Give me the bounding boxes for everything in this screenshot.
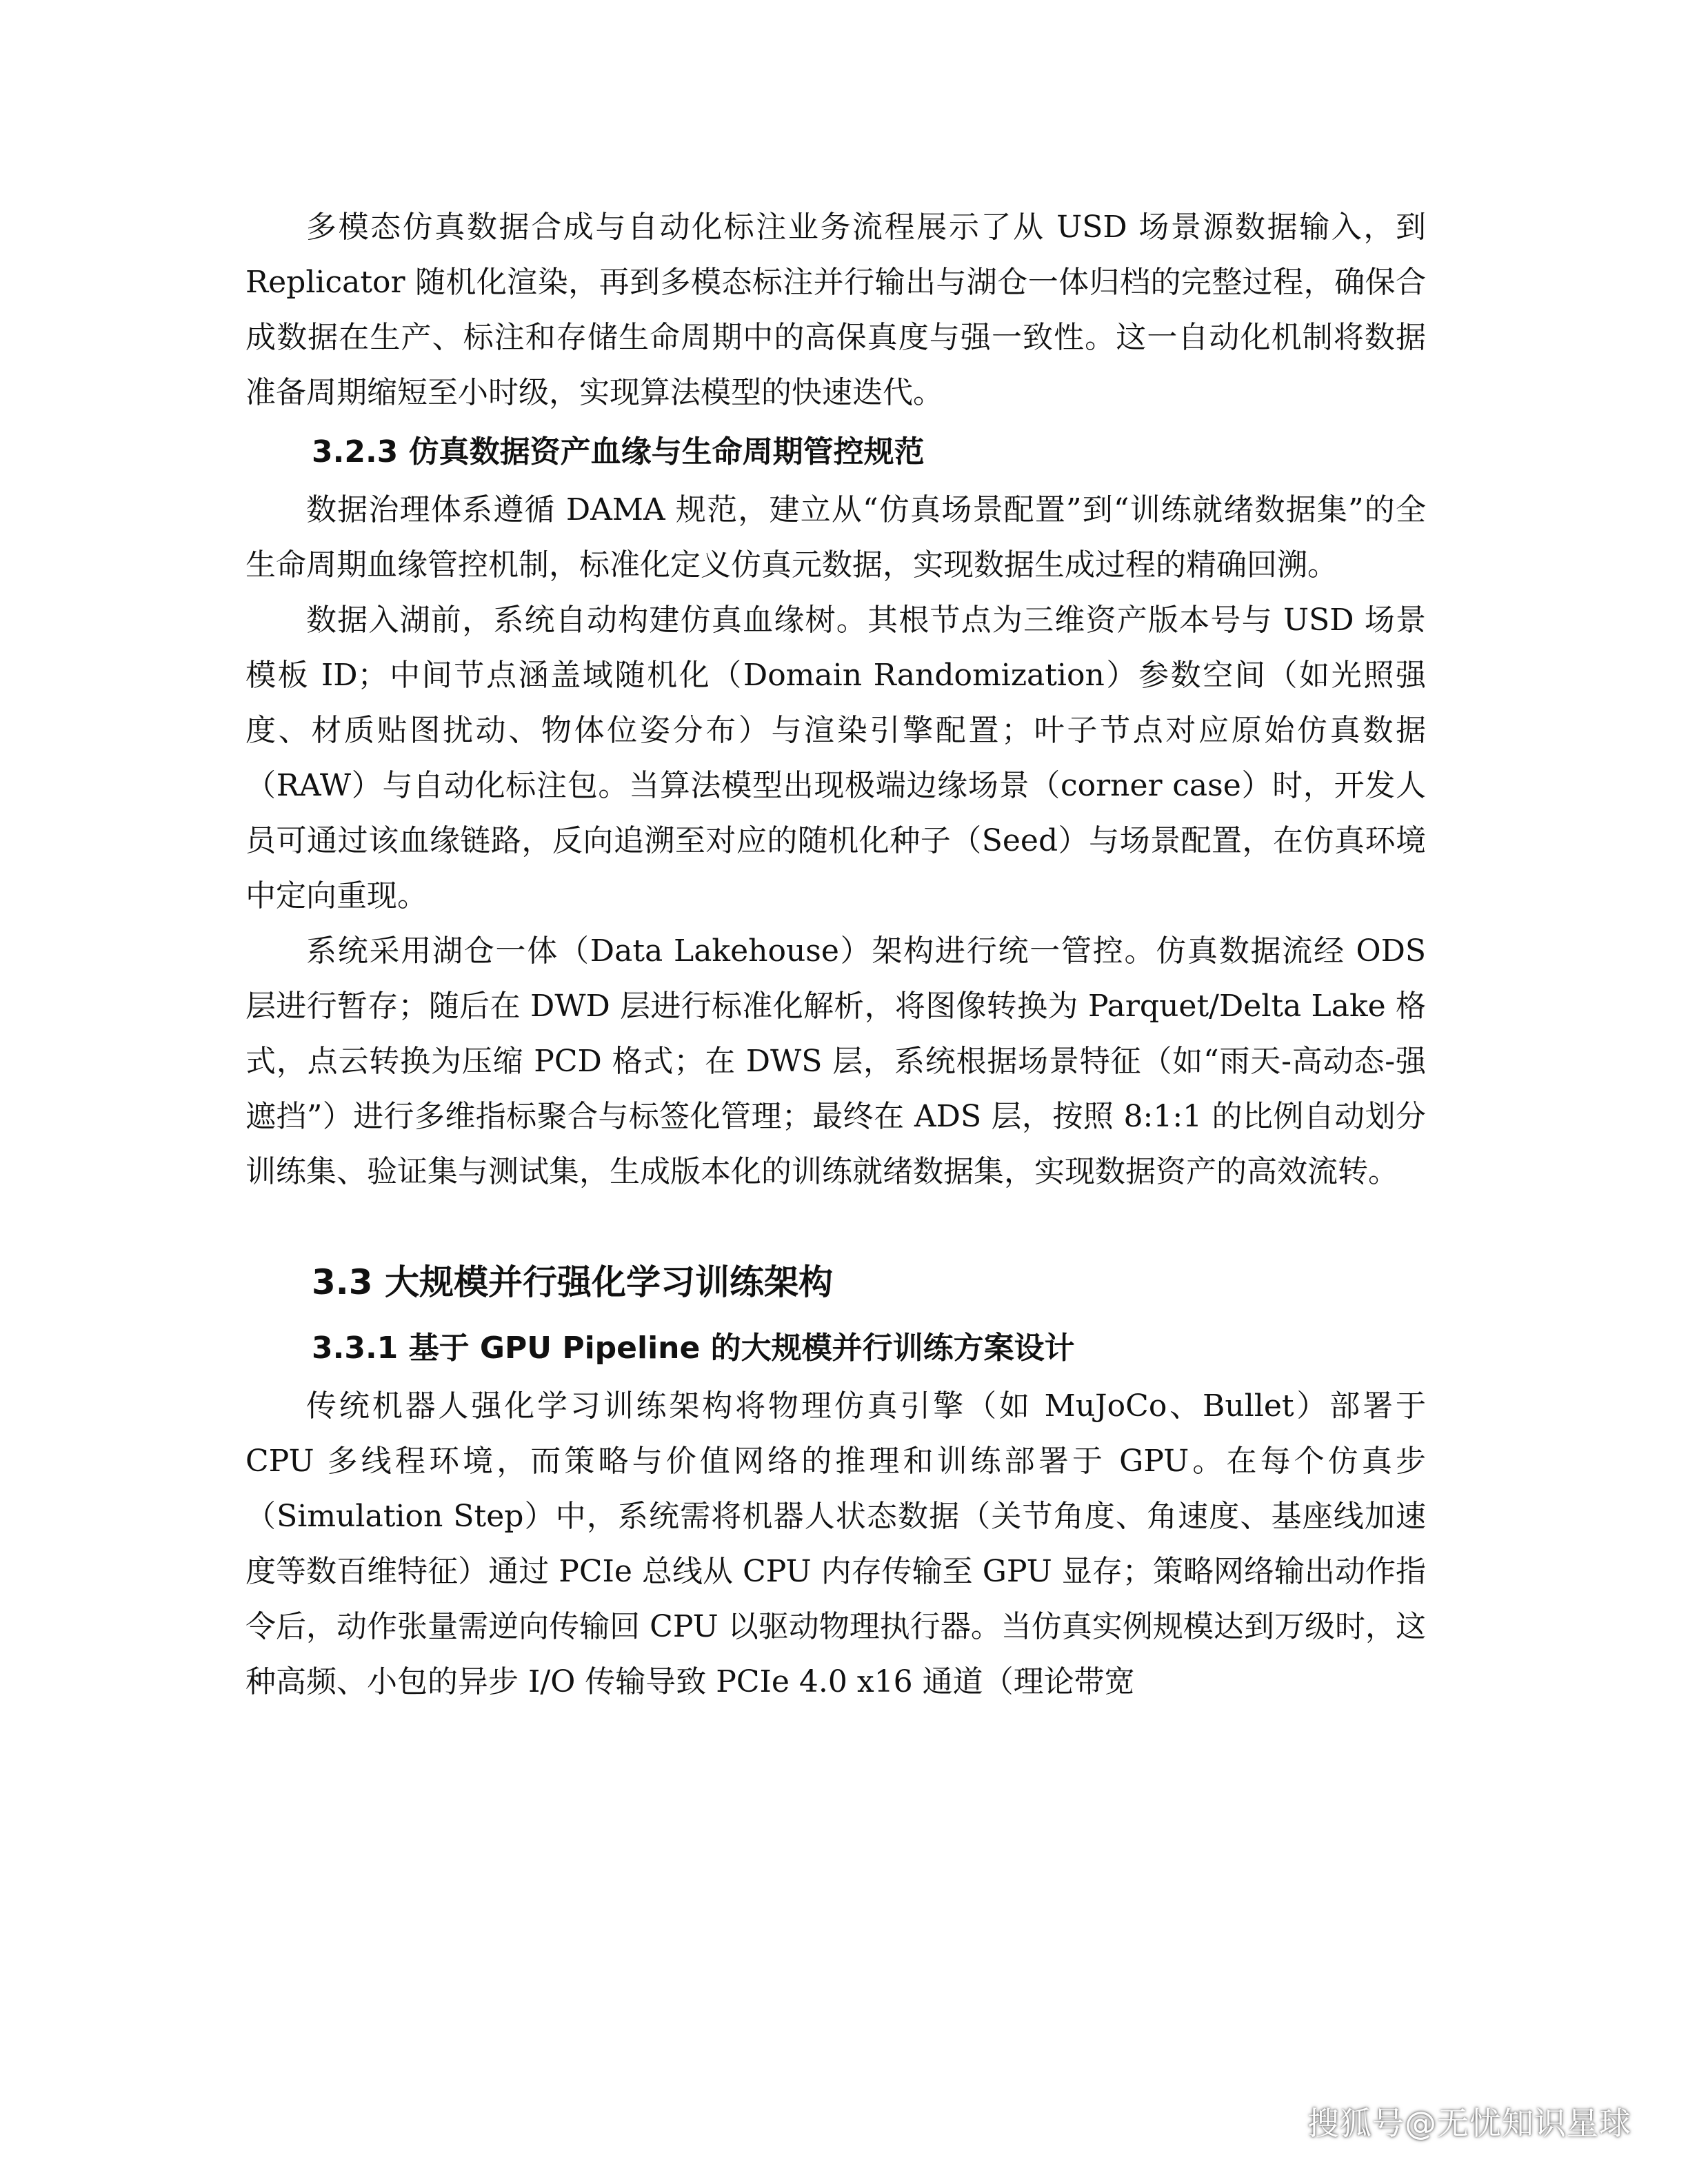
paragraph-dama: 数据治理体系遵循 DAMA 规范，建立从“仿真场景配置”到“训练就绪数据集”的全生命周期血缘管控机制，标准化定义仿真元数据，实现数据生成过程的精确回溯。 [245, 492, 1426, 583]
watermark: 搜狐号@无忧知识星球 [1307, 2105, 1631, 2142]
paragraph-lineage-tree: 数据入湖前，系统自动构建仿真血缘树。其根节点为三维资产版本号与 USD 场景模板 ID；中间节点涵盖域随机化（Domain Randomization）参数空间（如光照强度、材质贴图扰动、物体位姿分布）与渲染引擎配置；叶子节点对应原始仿真数据（RAW）与自动化标注包。当算法模型出现极端边缘场景（corner case）时，开发人员可通过该血缘链路，反向追溯至对应的随机化种子（Seed）与场景配置，在仿真环境中定向重现。 [245, 603, 1426, 913]
section-heading-3-2-3: 3.2.3 仿真数据资产血缘与生命周期管控规范 [312, 434, 925, 469]
paragraph-lakehouse: 系统采用湖仓一体（Data Lakehouse）架构进行统一管控。仿真数据流经 ODS 层进行暂存；随后在 DWD 层进行标准化解析，将图像转换为 Parquet/Delta Lake 格式，点云转换为压缩 PCD 格式；在 DWS 层，系统根据场景特征（如“雨天-高动态-强遮挡”）进行多维指标聚合与标签化管理；最终在 ADS 层，按照 8:1:1 的比例自动划分训练集、验证集与测试集，生成版本化的训练就绪数据集，实现数据资产的高效流转。 [245, 933, 1426, 1189]
section-heading-3-3-1: 3.3.1 基于 GPU Pipeline 的大规模并行训练方案设计 [312, 1331, 1075, 1366]
document-page [245, 200, 1426, 1710]
paragraph-gpu-pipeline: 传统机器人强化学习训练架构将物理仿真引擎（如 MuJoCo、Bullet）部署于 CPU 多线程环境，而策略与价值网络的推理和训练部署于 GPU。在每个仿真步（Simulation Step）中，系统需将机器人状态数据（关节角度、角速度、基座线加速度等数百维特征）通过 PCIe 总线从 CPU 内存传输至 GPU 显存；策略网络输出动作指令后，动作张量需逆向传输回 CPU 以驱动物理执行器。当仿真实例规模达到万级时，这种高频、小包的异步 I/O 传输导致 PCIe 4.0 x16 通道（理论带宽 [245, 1388, 1426, 1699]
section-heading-3-3: 3.3 大规模并行强化学习训练架构 [312, 1262, 833, 1302]
intro-paragraph: 多模态仿真数据合成与自动化标注业务流程展示了从 USD 场景源数据输入，到 Replicator 随机化渲染，再到多模态标注并行输出与湖仓一体归档的完整过程，确保合成数据在生产、标注和存储生命周期中的高保真度与强一致性。这一自动化机制将数据准备周期缩短至小时级，实现算法模型的快速迭代。 [245, 210, 1426, 410]
